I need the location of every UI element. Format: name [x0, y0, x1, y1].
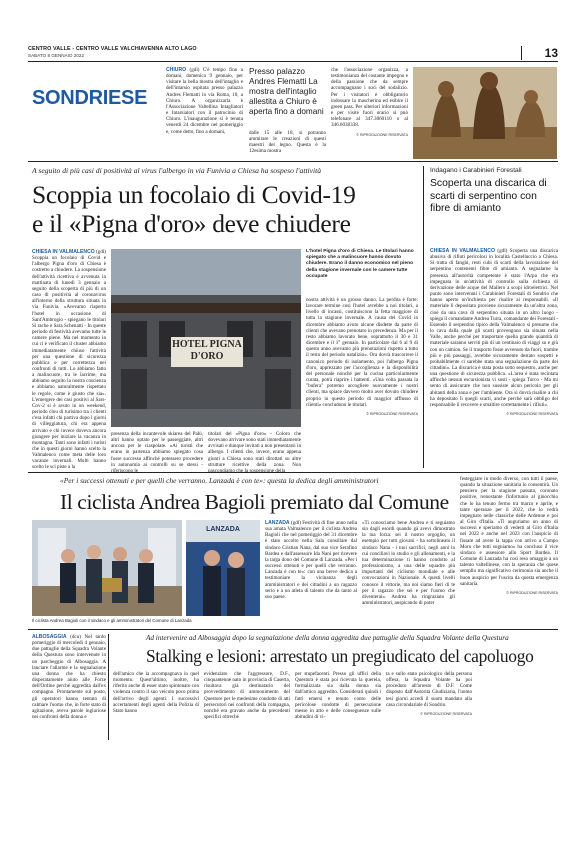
main-article-col2	[111, 431, 203, 474]
chiuro-tag: (gdl)	[189, 67, 200, 73]
page-header	[28, 46, 558, 62]
main-headline-line1: Scoppia un focolaio di Covid-19	[32, 180, 356, 209]
cyclist-headline: Il ciclista Andrea Bagioli premiato dal Comune	[60, 490, 449, 514]
carving-photo	[413, 67, 557, 159]
chiuro-credit: © RIPRODUZIONE RISERVATA	[356, 132, 408, 137]
cyclist-credit: © RIPRODUZIONE RISERVATA	[506, 590, 558, 595]
main-text-col4: nostra attività è un grosso danno. La perdita è forte: lavorare termine così l'hotel avrebbe a noi titolari, a livello di incassi, costituiscono la fetta maggiore di tutta la stagione invernale. A causa del Covid in dicembre abbiamo avuto alcune disdette da parte di clienti che avevano prenotato in precedenza. Ma per il resto abbiamo lavorato bene, soprattutto il 30 e 31 dicembre e il 1° gennaio. In particolare dal 6 al 9 di questo anno avevamo più prenotazioni rispetto a tutto il resto del periodo natalizio». Ora dovrà trascorrere il canonico periodo di isolamento, poi l'albergo Pigna d'oro, apprezzato per l'accoglienza e la disponibilità del personale nonché per la cucina particolarmente curata, potrà riaprire i battenti. «Una volta passata la "bufera" potremo accogliere nuovamente i nostri clienti, ma spiace davvero molto aver dovuto chiudere proprio in questo periodo di maggior afflusso di clienti» concludono le titolari.	[306, 297, 418, 408]
cyclist-photo-2	[186, 520, 260, 616]
main-lead-tag: (gdl)	[96, 249, 106, 255]
main-text-col2: presenza della incantevole skiarea del Palù, altri hanno optato per le passeggiate, altri ancora per le ciaspolate. «Ai turisti che erano in partenza abbiamo spiegato cosa fosse successo affinché potessero procedere in autonomia ai controlli su se stessi - riferiscono le	[111, 431, 203, 474]
section-label: CENTRO VALLE - CENTRO VALLE VALCHIAVENNA ALTO LAGO	[28, 46, 197, 52]
side-lead-tag: (gdl)	[497, 248, 508, 254]
stalking-text-col3: evidenziato che l'aggressore, D.F., cinquantenne nato in provincia di Caserta, risultava già destinatario del provvedimento di ammonimento del Questore per le medesime condotte di atti persecutori nei confronti della compagna, nonché era gravato anche da precedenti specifici oltreché	[204, 671, 290, 721]
stalking-text-col1: Nel tardo pomeriggio di mercoledì 4 gennaio, due pattuglie della Squadra Volante della Questura sono intervenute in un parcheggio di Albosaggia. A lanciare l'allarme e la segnalazione una donna che ha chiesto disperatamente aiuto alle Forze dell'Ordine perché aggredita dall'ex compagno. Prontamente sul posto, gli operatori hanno tentato di calmare l'uomo che, in forte stato di agitazione, aveva parole ingiuriose nei confronti della donna e	[32, 634, 106, 721]
chiuro-text-col3: dalle 15 alle 18, si potranno ammirare le creazioni di questi maestri del legno. Questa è la 12esima mostra	[249, 130, 326, 155]
cyclist-article-col2	[362, 520, 455, 624]
cyclist-article-col3	[460, 476, 558, 626]
chiuro-text-col4: che l'associazione organizza, a testimonianza del costante impegno e della passione che da sempre accompagnano i soci del sodalizio. Per i visitatori è obbligatorio indossare la mascherina ed esibire il green pass. Per ulteriori informazioni e per visite fuori orario si può telefonare al 347.3060110 o al 346.6038338.	[331, 67, 408, 129]
main-credit: © RIPRODUZIONE RISERVATA	[366, 411, 418, 416]
middle-rule	[28, 472, 558, 473]
stalking-article-col1	[32, 634, 106, 742]
main-text-col3: titolari del «Pigna d'oro» - Coloro che dovevano arrivare sono stati immediatamente avvisati e dunque invitati a non presentarsi in albergo. I clienti che, invece, erano appena giunti a Chiesa sono stati dirottati su altre strutture ricettive della zona. Non nascondiamo che la sospensione della	[208, 431, 301, 474]
hotel-sign-text: HOTEL PIGNA D'ORO	[172, 339, 242, 362]
chiuro-article-col4	[331, 67, 408, 159]
side-article	[430, 248, 558, 469]
chiuro-lead: CHIURO	[166, 67, 187, 73]
chiuro-article-col3	[249, 130, 326, 156]
stalking-text-col5: ta e sullo stato psicologico della persona offesa, la Squadra Volante ha poi proceduto all'arresto di D.F. Come disposto dall'Autorità Giudiziaria, l'uomo tesi giorni accedi il suom mandato alla casa circondariale di Sondrio.	[386, 671, 472, 708]
chiuro-headline: Presso palazzo Andres Flematti La mostra dell'intaglio allestita a Chiuro è aperta fino a domani	[249, 67, 324, 116]
main-article-col3	[208, 431, 301, 474]
hotel-illustration	[111, 249, 301, 427]
main-headline	[32, 180, 418, 238]
main-lead: CHIESA IN VALMALENCO	[32, 249, 95, 255]
cyclist-lead: LANZADA	[265, 520, 290, 526]
main-headline-line2: e il «Pigna d'oro» deve chiudere	[32, 209, 351, 238]
top-strip-rule	[28, 161, 558, 162]
stalking-lead-tag: (dcu)	[70, 634, 81, 640]
cyclist-text-col1: Festività di fine anno nella sua amata Valmalenco per il ciclista Andrea Bagioli che nel pomeriggio del 31 dicembre è stato accolto nella Sala consiliare dal sindaco Cristian Nana, dal suo vice Serafino Bardea e dall'assessore Ida Nani per ricevere la targa dono del Comune di Lanzada. «Per i successi ottenuti e per quelli che verranno. Lanzada è con te»: con una breve dedica a testimoniare la vicinanza degli amministratori e dei cittadini a un ragazzo serio e a un atleta di talento che da tanto al suo paese.	[265, 520, 357, 600]
lower-rule	[28, 629, 558, 630]
hotel-photo-caption: L'hotel Pigna d'oro di Chiesa. Le titolari hanno spiegato che a malincuore hanno dovuto chiudere. Erano il danno economico nel pieno della stagione invernale con le camere tutte occupate	[306, 249, 414, 279]
stalking-article-col4	[295, 671, 381, 741]
cyclist-text-col3: festeggiare in modo diverso, con tutti il paese, quando la situazione sanitaria lo consentirà. Un pensiero per la stagione passata, coronato positive, nonostante l'infortunio al ginocchio che lo ha tenuto fermo tra marzo e aprile, e tante speranze per il 2022, che lo vedrà impegnato nelle classiche delle Ardenne e poi al Giro d'Italia. «Ti auguriamo un anno di successi e speriamo di vederti al Giro d'Italia nel 2022 e anche nel 2023 con l'auspicio di fissare ad avere la tappa con arrivo a Campo Moro che tutti sogniamo» ha concluso il vice sindaco e assessore allo Sport Bardea. Il Comune di Lanzada ha così reso omaggio a un talento valtellinese, con la speranza che quese sempllo ma significativo cerimonia sia anche il buon auspicio per l'uscita da questa emergenza sanitaria.	[460, 476, 558, 587]
side-column-rule	[423, 166, 424, 468]
cyclist-photo-caption: Il ciclista Andrea Bagioli con il sindaco e gli amministratori del Comune di Lanzada	[32, 618, 192, 623]
carving-illustration	[413, 67, 557, 159]
side-headline: Scoperta una discarica di scarti di serpentino con fibre di amianto	[430, 178, 547, 215]
header-vertical-rule	[521, 46, 522, 60]
region-title: SONDRIESE	[32, 87, 148, 109]
cyclist-text-col2: «Ti conosciamo bene Andrea e ti seguiamo sin dagli esordi quando gà avevi dimostrato la tua forza: sei il nostro orgoglio, un esempio per tutti giovani - ha sottolineato il sindaco Nana - i tuoi sacrifici, negli anni in cui conciliavi lo studio e gli allenamenti, e la tua determinazione ti hanno condotto al professionismo, a una delle squadre più importanti del ciclismo mondiale e alle convocazioni in Nazionale. A questi livelli conosce il vittorie, ma noi siamo fieri di te per il ragazzo che sei e per l'uomo che diventerai». Andrea ha ringraziato gli amministratori, auspicando di poter	[362, 520, 455, 607]
chiuro-article-col1	[166, 67, 243, 153]
side-credit: © RIPRODUZIONE RISERVATA	[506, 412, 558, 417]
main-article-col1	[32, 249, 106, 471]
chiuro-text: C'è tempo fino a domani, domenica 9 gennaio, per visitare la bella mostra dell'intaglio e dell'intarsio ospitata presso palazzo Andres Flematti in via Roma, 10, a Chiuro. A organizzarla è l'Associazione Valtellina Intagliatori e Intarsiatori con il patrocinio di Chiuro. L'inaugurazione si è tenuta venerdì 24 dicembre nel pomeriggio e, come detto, fino a domani,	[166, 67, 243, 135]
stalking-kicker: Ad intervenire ad Albosaggia dopo la segnalazione della donna aggredita due pattuglie della Squadra Volante della Questura	[146, 634, 509, 642]
cyclist-illustration	[32, 520, 182, 616]
date-label: SABATO 8 GENNAIO 2022	[28, 53, 84, 58]
main-text-col1: Scoppia un focolaio di Covid e l'albergo Pigna d'oro di Chiesa è costretto a chiudere. La sospensione dell'attività ricettiva è avvenuta in mattinata di lunedì 3 gennaio a seguito della scoperta di più di un caso di positività al coronavirus all'interno della struttura situata in via Funivia. «Avevamo riaperto l'hotel in occasione di Sant'Ambrogio - spiegano le titolari Sì rache e Sara Schenatti - In queste periodo di festività avevamo tutte le camere piene. Ma nel momento in cui ci è verificato il cluster abbiamo immediatamente chiuso l'attività per una questione di sicurezza pubblica e per correttezza nei confronti di tutti. Lo abbiamo fatto a malincuore, tra le lacrime, ma abbiamo seguito la nostra coscienza e abbiamo naturalmente rispettato le regole, come è giusto che sia». L'emergere dei casi positivi al Sars-Cov-2 si è avuto in un weekend, periodo clou di turisimo tra i clienti c'era infatti chi partiva dopo i giorni di villeggiatura, chi era appena arrivato e chi invece doveva ancora giungere per iniziare la vacanza in montagna. Tanti sono infatti i turisti che in questi giorni hanno scelto la Valmalenco come meta delle loro vacanze invernali. Molti hanno scelto le sci piste a la	[32, 255, 106, 471]
stalking-headline: Stalking e lesioni: arrestato un pregiudicato del capoluogo	[146, 646, 534, 666]
stalking-article-col3	[204, 671, 290, 741]
cyclist-kicker: «Per i successi ottenuti e per quelli che verranno. Lanzada è con te»: questa la dedica degli amministratori	[60, 476, 379, 485]
stalking-lead: ALBOSAGGIA	[32, 634, 67, 640]
stalking-text-col2: dell'amico che la accompagnava in quel momento. Quest'ultimo, inoltre, ha riferito anche di esser stato spintonato con violenza contro il suo veicolo poco prima dell'arrivo degli agenti. I successivi accertamenti degli agenti della Polizia di Stato hanno	[113, 671, 200, 714]
stalking-credit: © RIPRODUZIONE RISERVATA	[420, 711, 472, 716]
main-article-col4	[306, 297, 418, 463]
cyclist-banner-illustration	[186, 520, 260, 616]
stalking-column-rule	[108, 634, 109, 740]
cyclist-lead-tag: (gdl)	[291, 520, 301, 526]
stalking-article-col5	[386, 671, 472, 741]
side-kicker: Indagano i Carabinieri Forestali	[430, 167, 522, 174]
stalking-text-col4: per stupefacenti. Presso gli uffici della Questura è stata poi ricevuta la querela, formalizzata sia dalla donna sia dall'amico aggredito. Considerati quindi i fatti emersi e tenuto conto delle pericolose condotte di persecuzione messe in atto e delle conseguenze sulle abitudini di vi-	[295, 671, 381, 721]
cyclist-photo	[32, 520, 182, 616]
cyclist-article-col1	[265, 520, 357, 624]
side-lead: CHIESA IN VALMALENCO	[430, 248, 495, 254]
main-kicker: A seguito di più casi di positività al virus l'albergo in via Funivia a Chiesa ha sospeso l'attività	[32, 166, 322, 175]
side-text: Scoperta una discarica abusiva di rifiuti pericolosi in località Castelluccio a Chiesa. Si tratta di fanghi, resti cubi di scarti della lavorazione del serpentino contenenti fibre di amianto. A segnalarne la presenza all'autorità competente è stato l'Arpa che era impegnata in un'attività di controllo sulla richiesta di derivazione delle acque del Mallero a scopi idroelettrici. Nel punto sono intervenuti i Carabinieri Forestali di Sondrio che hanno aperto un'inchiesta per risalire ai responsabili. «Il materiale lì depositato proviene sicuramente da un'altra zona, cioè da una cava di serpentino situata in un altro luogo - spiega il comandante Andrea Turra, comandante dei Forestali - Essendo il serpentino tipico della Valmalenco si presume che lo cava dalla quale gli scarti provengono sia situata nella Valle, anche perché per trasportare quella grande quantità di materiale saranno serviti più di un centinaio di viaggi su e giù con un camion. Se il trasporto fosse avvenuto da fuori, tramite più e più passaggi, avrebbe sicuramente destato sospetti e probabilmente ci sarebbe stata una segnalazione da parte dei cittadini». La discarica è stata posta sotto sequestro, anche per una questione di sicurezza pubblica. «L'area è stata recintata affinché nessun escursionista vi sosti - spiega Turco - Ma mi sento di assicurare che non sussiste alcun pericolo per gli abitanti della zona e per l'ambiente. Ora si dovrà risalire a chi ha depositato lì quegli scarti, anche perché sarà obbligo del responsabile il recovere e smaltire correttamente i rifiuti».	[430, 248, 559, 408]
page-number: 13	[544, 46, 558, 60]
hotel-photo	[111, 249, 301, 427]
cyclist-banner-text: LANZADA	[206, 526, 240, 533]
header-rule	[28, 61, 558, 62]
stalking-article-col2	[113, 671, 199, 741]
